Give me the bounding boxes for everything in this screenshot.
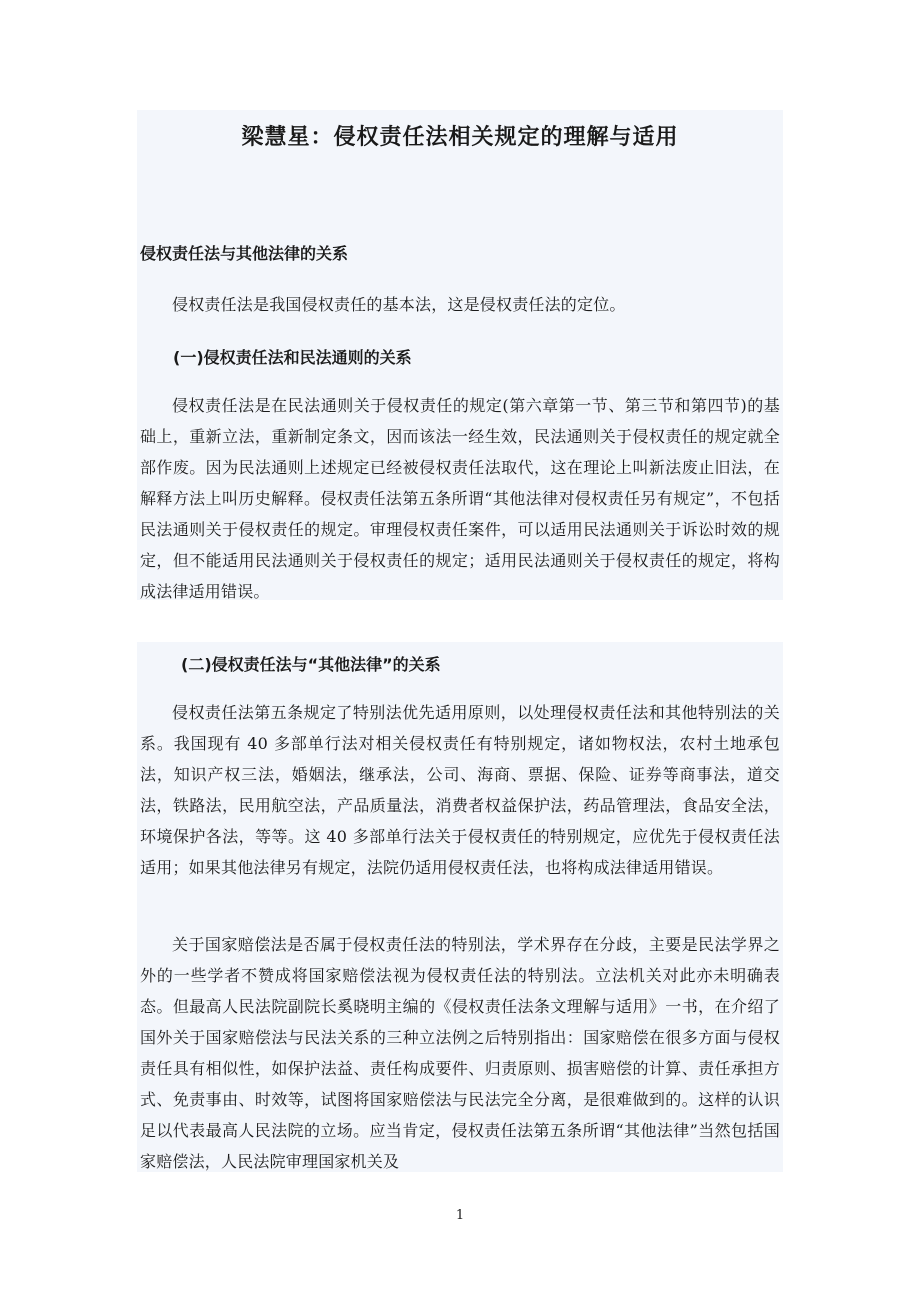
subsection-2-heading: (二)侵权责任法与“其他法律”的关系: [181, 655, 441, 674]
intro-paragraph: 侵权责任法是我国侵权责任的基本法，这是侵权责任法的定位。: [172, 295, 626, 314]
subsection-2-paragraph-1: 侵权责任法第五条规定了特别法优先适用原则，以处理侵权责任法和其他特别法的关系。我国现有 40 多部单行法对相关侵权责任有特别规定，诸如物权法，农村土地承包法，知识产权三法，婚姻法，继承法，公司、海商、票据、保险、证券等商事法，道交法，铁路法，民用航空法，产品质量法，消费者权益保护法，药品管理法，食品安全法，环境保护各法，等等。这 40 多部单行法关于侵权责任的特别规定，应优先于侵权责任法适用；如果其他法律另有规定，法院仍适用侵权责任法，也将构成法律适用错误。: [140, 703, 780, 877]
subsection-2-paragraph-2: 关于国家赔偿法是否属于侵权责任法的特别法，学术界存在分歧，主要是民法学界之外的一些学者不赞成将国家赔偿法视为侵权责任法的特别法。立法机关对此亦未明确表态。但最高人民法院副院长奚晓明主编的《侵权责任法条文理解与适用》一书，在介绍了国外关于国家赔偿法与民法关系的三种立法例之后特别指出：国家赔偿在很多方面与侵权责任具有相似性，如保护法益、责任构成要件、归责原则、损害赔偿的计算、责任承担方式、免责事由、时效等，试图将国家赔偿法与民法完全分离，是很难做到的。这样的认识足以代表最高人民法院的立场。应当肯定，侵权责任法第五条所谓“其他法律”当然包括国家赔偿法，人民法院审理国家机关及: [140, 935, 780, 1171]
subsection-1-paragraph: 侵权责任法是在民法通则关于侵权责任的规定(第六章第一节、第三节和第四节)的基础上，重新立法，重新制定条文，因而该法一经生效，民法通则关于侵权责任的规定就全部作废。因为民法通则上述规定已经被侵权责任法取代，这在理论上叫新法废止旧法，在解释方法上叫历史解释。侵权责任法第五条所谓“其他法律对侵权责任另有规定”，不包括民法通则关于侵权责任的规定。审理侵权责任案件，可以适用民法通则关于诉讼时效的规定，但不能适用民法通则关于侵权责任的规定；适用民法通则关于侵权责任的规定，将构成法律适用错误。: [140, 396, 780, 601]
subsection-1-heading: (一)侵权责任法和民法通则的关系: [173, 348, 412, 367]
page-number: 1: [455, 1208, 465, 1223]
section-heading: 侵权责任法与其他法律的关系: [140, 244, 349, 263]
document-title: 梁慧星：侵权责任法相关规定的理解与适用: [241, 125, 679, 150]
